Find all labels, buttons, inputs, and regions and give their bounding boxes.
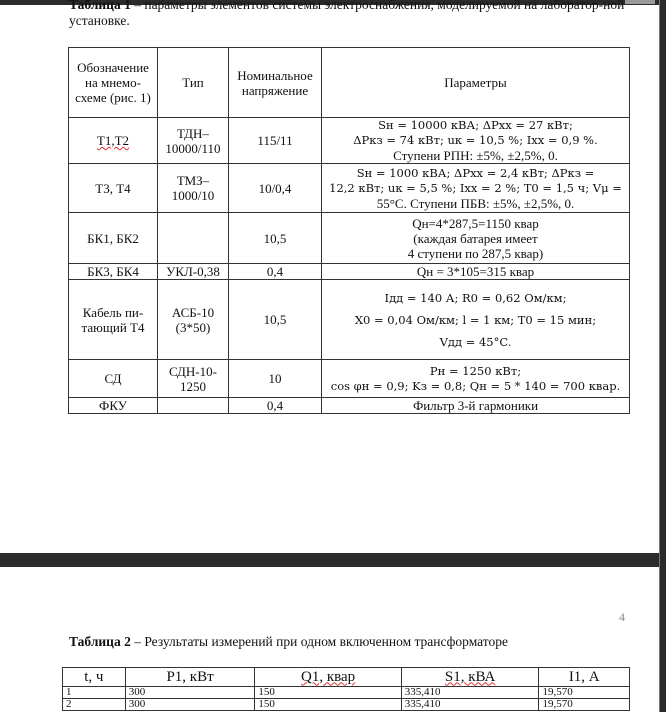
cell-params: Qн = 3*105=315 квар	[322, 264, 630, 280]
caption-label: Таблица 1	[69, 0, 131, 12]
col-header-designation: Обозначение на мнемо-схеме (рис. 1)	[69, 48, 158, 118]
param-line: (каждая батарея имеет	[413, 230, 538, 246]
cell-type	[158, 213, 229, 264]
cell-voltage: 10/0,4	[229, 164, 322, 213]
cell-designation: БК1, БК2	[69, 213, 158, 264]
table-row	[69, 398, 630, 414]
cell: 300	[125, 699, 255, 711]
table2-caption	[69, 634, 508, 650]
param-line: Iдд = 140 А; R0 = 0,62 Ом/км;	[384, 290, 567, 305]
cell-voltage: 0,4	[229, 264, 322, 280]
table-row	[69, 118, 630, 164]
param-line: Sн = 10000 кВА; ΔPхх = 27 кВт;	[378, 118, 573, 132]
scroll-thumb[interactable]	[625, 0, 655, 4]
page-4	[0, 567, 659, 712]
table-row	[63, 699, 630, 711]
param-line: cos φн = 0,9; Kз = 0,8; Qн = 5 * 140 = 700 квар.	[330, 378, 621, 393]
caption-label: Таблица 2	[69, 634, 131, 649]
cell: 150	[255, 687, 401, 699]
col-header-t: t, ч	[63, 668, 126, 687]
cell: 335,410	[401, 699, 539, 711]
cell-voltage: 115/11	[229, 118, 322, 164]
col-header-s1	[401, 668, 539, 687]
cell-params	[322, 280, 630, 360]
cell-params	[322, 213, 630, 264]
param-line: Sн = 1000 кВА; ΔPхх = 2,4 кВт; ΔPкз =	[356, 165, 595, 180]
col-header-voltage: Номинальное напряжение	[229, 48, 322, 118]
col-header-p1: P1, кВт	[125, 668, 255, 687]
col-header-q1	[255, 668, 401, 687]
parameters-table	[68, 47, 630, 414]
param-line: Ступени РПН: ±5%, ±2,5%, 0.	[393, 148, 558, 163]
cell-type: ТДН–10000/110	[158, 118, 229, 164]
designation-text: Т1,Т2	[96, 133, 130, 148]
table-row	[69, 360, 630, 398]
cell-designation	[69, 118, 158, 164]
cell-voltage: 10	[229, 360, 322, 398]
col-header-parameters: Параметры	[322, 48, 630, 118]
caption-text: – Результаты измерений при одном включенном трансформаторе	[130, 634, 509, 649]
cell-params: Фильтр 3-й гармоники	[322, 398, 630, 414]
cell-params	[322, 164, 630, 213]
vertical-scrollbar[interactable]	[659, 0, 666, 712]
cell-designation: СД	[69, 360, 158, 398]
cell-type	[158, 398, 229, 414]
table-header-row	[63, 668, 630, 687]
cell-params	[322, 360, 630, 398]
table-row	[63, 687, 630, 699]
cell: 1	[63, 687, 126, 699]
param-line: Qн=4*287,5=1150 квар	[412, 215, 539, 231]
param-line: Vдд = 45°C.	[439, 334, 512, 349]
table-row	[69, 280, 630, 360]
cell-params	[322, 118, 630, 164]
param-line: 55°C. Ступени ПБВ: ±5%, ±2,5%, 0.	[376, 195, 575, 211]
measurements-table	[62, 667, 630, 711]
table1-caption	[69, 0, 629, 29]
cell-type: ТМЗ–1000/10	[158, 164, 229, 213]
cell-type: АСБ-10 (3*50)	[158, 280, 229, 360]
col-header-type: Тип	[158, 48, 229, 118]
table-header-row	[69, 48, 630, 118]
header-text: S1, кВА	[444, 668, 496, 685]
table-row	[69, 264, 630, 280]
caption-text: – параметры элементов системы электроснабжения, моделируемой на лаборатор-ной установке.	[69, 0, 625, 28]
param-line: X0 = 0,04 Ом/км; l = 1 км; T0 = 15 мин;	[354, 312, 597, 327]
cell-designation: ФКУ	[69, 398, 158, 414]
cell: 2	[63, 699, 126, 711]
cell: 19,570	[539, 687, 630, 699]
param-line: 12,2 кВт; uк = 5,5 %; Iхх = 2 %; T0 = 1,5 ч; Vμ =	[329, 180, 622, 195]
param-line: Pн = 1250 кВт;	[429, 363, 522, 378]
cell: 335,410	[401, 687, 539, 699]
table-row	[69, 164, 630, 213]
param-line: ΔPкз = 74 кВт; uк = 10,5 %; Iхх = 0,9 %.	[353, 133, 598, 147]
cell-type: СДН-10-1250	[158, 360, 229, 398]
cell-designation: Т3, Т4	[69, 164, 158, 213]
page-number: 4	[619, 610, 625, 624]
cell: 19,570	[539, 699, 630, 711]
header-text: Q1, квар	[301, 668, 356, 685]
table-row	[69, 213, 630, 264]
cell-voltage: 0,4	[229, 398, 322, 414]
param-line: 4 ступени по 287,5 квар)	[407, 245, 544, 261]
cell-type: УКЛ-0,38	[158, 264, 229, 280]
col-header-i1: I1, А	[539, 668, 630, 687]
cell-designation: БК3, БК4	[69, 264, 158, 280]
cell-voltage: 10,5	[229, 213, 322, 264]
cell: 300	[125, 687, 255, 699]
cell: 150	[255, 699, 401, 711]
cell-designation: Кабель пи-тающий Т4	[69, 280, 158, 360]
cell-voltage: 10,5	[229, 280, 322, 360]
